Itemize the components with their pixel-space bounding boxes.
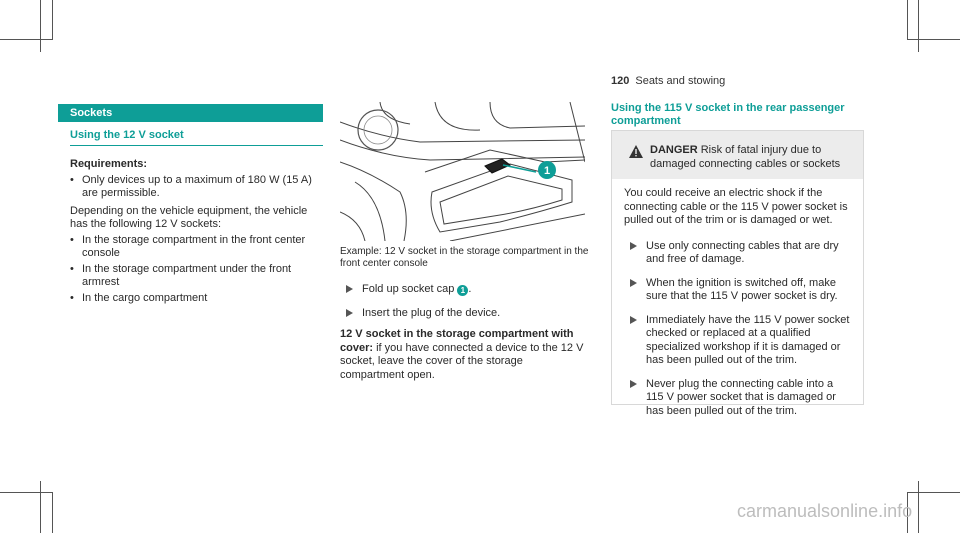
step-arrow-icon <box>346 285 353 293</box>
danger-label: DANGER <box>650 144 698 156</box>
crop-mark <box>918 481 919 533</box>
danger-box <box>611 130 864 417</box>
crop-mark <box>907 39 960 40</box>
cover-heading: 12 V socket in the storage compartment with cover: <box>340 328 574 354</box>
step-text: Immediately have the 115 V power socket checked or replaced at a qualified specialized workshop if it is damaged or has been pulled out of the trim. <box>646 313 850 366</box>
watermark: carmanualsonline.info <box>737 501 913 521</box>
danger-risk: Risk of fatal injury due to damaged connecting cables or sockets <box>650 144 841 170</box>
warning-triangle-icon <box>629 145 643 158</box>
danger-paragraph: You could receive an electric shock if the connecting cable or the 115 V power socket is pulled out of the trim or is damaged or wet. <box>624 187 848 226</box>
socket-photo <box>340 102 585 241</box>
step-arrow-icon <box>346 309 353 317</box>
danger-step <box>624 378 853 419</box>
middle-column <box>340 246 590 382</box>
step-text: Never plug the connecting cable into a 115 V power socket that is damaged or has been pulled out of the trim. <box>646 377 836 417</box>
crop-mark <box>918 0 919 52</box>
danger-step <box>624 240 853 267</box>
step-arrow-icon <box>630 316 637 324</box>
socket-location-item: • In the cargo compartment <box>70 292 323 306</box>
crop-mark <box>40 0 41 52</box>
step-arrow-icon <box>630 279 637 287</box>
danger-header <box>612 131 863 179</box>
crop-mark <box>52 492 53 533</box>
step-text: Fold up socket cap <box>362 283 455 295</box>
danger-step <box>624 277 853 304</box>
crop-mark <box>907 0 908 40</box>
requirement-item: • Only devices up to a maximum of 180 W (15 A) are permissible. <box>70 174 323 201</box>
step-text: Use only connecting cables that are dry and free of damage. <box>646 239 839 265</box>
section-name: Seats and stowing <box>635 75 726 87</box>
requirements-block <box>70 158 323 305</box>
socket-location-item: • In the storage compartment in the front center console <box>70 234 323 261</box>
page-number: 120 <box>611 75 630 87</box>
requirements-label: Requirements: <box>70 158 148 170</box>
socket-location-item: • In the storage compartment under the front armrest <box>70 263 323 290</box>
step-text: When the ignition is switched off, make sure that the 115 V power socket is dry. <box>646 276 838 302</box>
subtitle-115v: Using the 115 V socket in the rear passenger compartment <box>611 102 864 132</box>
step-arrow-icon <box>630 380 637 388</box>
step-arrow-icon <box>630 242 637 250</box>
step-text: Insert the plug of the device. <box>362 306 501 319</box>
subtitle-12v: Using the 12 V socket <box>70 129 323 146</box>
running-header <box>611 75 725 89</box>
crop-mark <box>907 492 960 493</box>
crop-mark <box>40 481 41 533</box>
step-insert-plug <box>340 307 590 321</box>
section-title-bar: Sockets <box>58 104 323 122</box>
left-column <box>58 104 323 305</box>
paragraph-equipment: Depending on the vehicle equipment, the vehicle has the following 12 V sockets: <box>70 204 308 230</box>
number-badge-icon: 1 <box>457 285 468 296</box>
danger-body <box>612 179 863 418</box>
cover-text: if you have connected a device to the 12 V socket, leave the cover of the storage compartment open. <box>340 341 584 381</box>
crop-mark <box>52 0 53 40</box>
crop-mark <box>0 39 52 40</box>
crop-mark <box>0 492 52 493</box>
danger-text <box>650 144 855 171</box>
step-fold-cap: Fold up socket cap 1 . <box>340 283 590 297</box>
photo-caption: Example: 12 V socket in the storage compartment in the front center console <box>340 246 589 269</box>
danger-step <box>624 314 853 368</box>
callout-1: 1 <box>543 165 551 177</box>
